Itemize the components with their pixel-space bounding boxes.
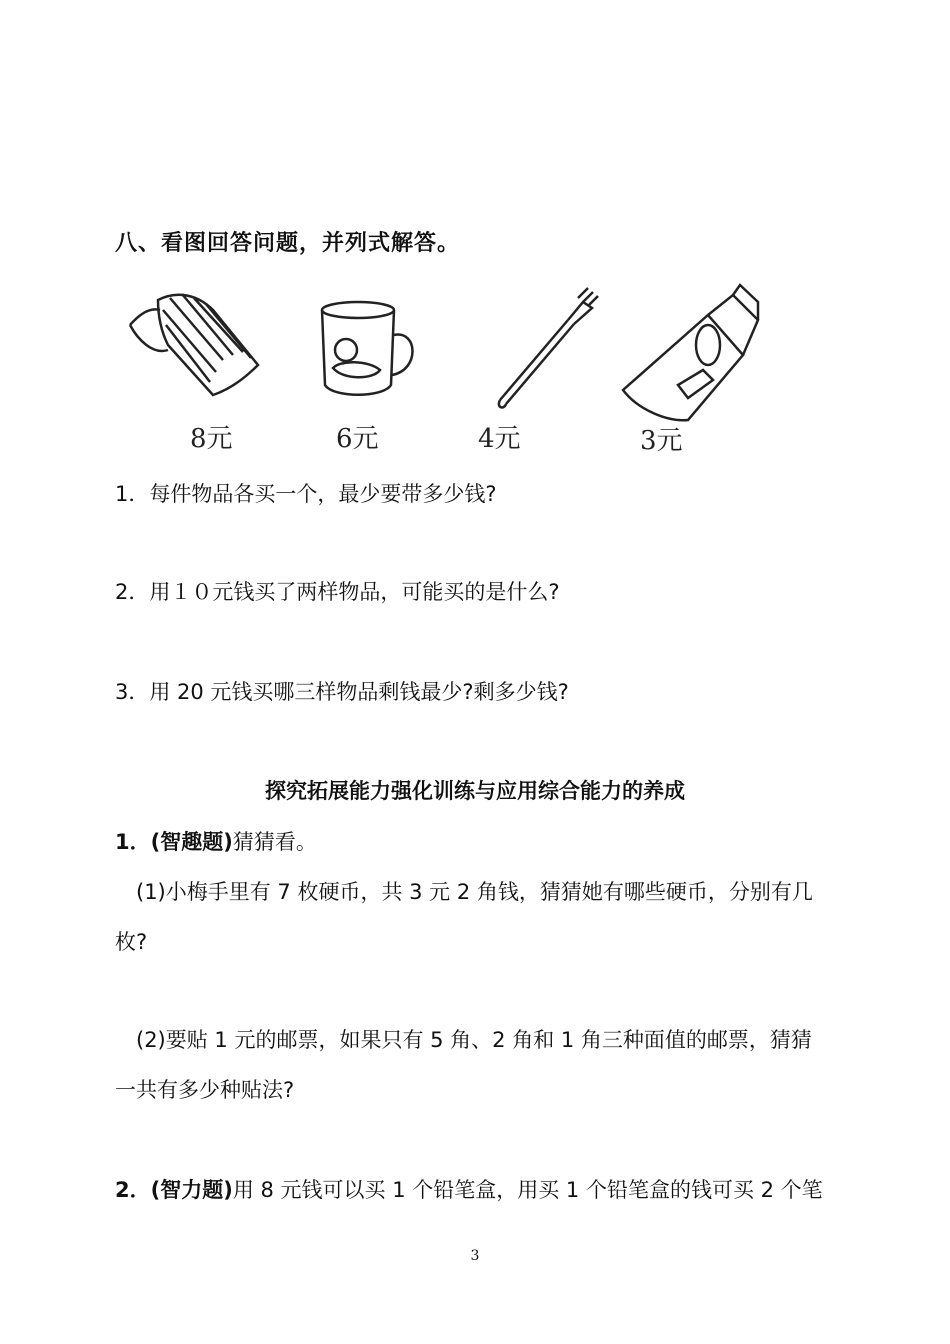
items-figure (118, 280, 838, 460)
price-toothpaste: 3元 (640, 426, 683, 456)
towel-icon (130, 294, 258, 395)
page-number: 3 (470, 1248, 480, 1264)
p1-number: 1． (115, 830, 151, 854)
question-2: 2．用１０元钱买了两样物品，可能买的是什么? (115, 580, 560, 604)
sub1-line2: 枚? (115, 930, 148, 954)
toothpaste-icon (623, 285, 758, 420)
p2-number: 2． (115, 1178, 151, 1202)
p2-tag: (智力题) (150, 1178, 233, 1202)
p1-text: 猜猜看。 (232, 830, 317, 854)
sub1-line1: (1)小梅手里有 7 枚硬币，共 3 元 2 角钱，猜猜她有哪些硬币，分别有几 (136, 880, 813, 904)
extension-title: 探究拓展能力强化训练与应用综合能力的养成 (265, 779, 685, 803)
extension-p1 (115, 826, 317, 856)
cup-icon (322, 302, 413, 395)
price-cup: 6元 (336, 424, 379, 454)
section-title: 八、看图回答问题，并列式解答。 (115, 231, 461, 256)
sub2-line2: 一共有多少种贴法? (115, 1078, 295, 1102)
question-3: 3．用 20 元钱买哪三样物品剩钱最少?剩多少钱? (115, 680, 569, 704)
sub2-line1: (2)要贴 1 元的邮票，如果只有 5 角、2 角和 1 角三种面值的邮票，猜猜 (136, 1028, 812, 1052)
price-towel: 8元 (190, 424, 233, 454)
question-1: 1．每件物品各买一个，最少要带多少钱? (115, 482, 497, 506)
p2-text: 用 8 元钱可以买 1 个铅笔盒，用买 1 个铅笔盒的钱可买 2 个笔 (232, 1178, 823, 1202)
price-toothbrush: 4元 (478, 424, 521, 454)
p1-tag: (智趣题) (150, 830, 233, 854)
toothbrush-icon (499, 288, 598, 407)
extension-p2 (115, 1174, 823, 1204)
